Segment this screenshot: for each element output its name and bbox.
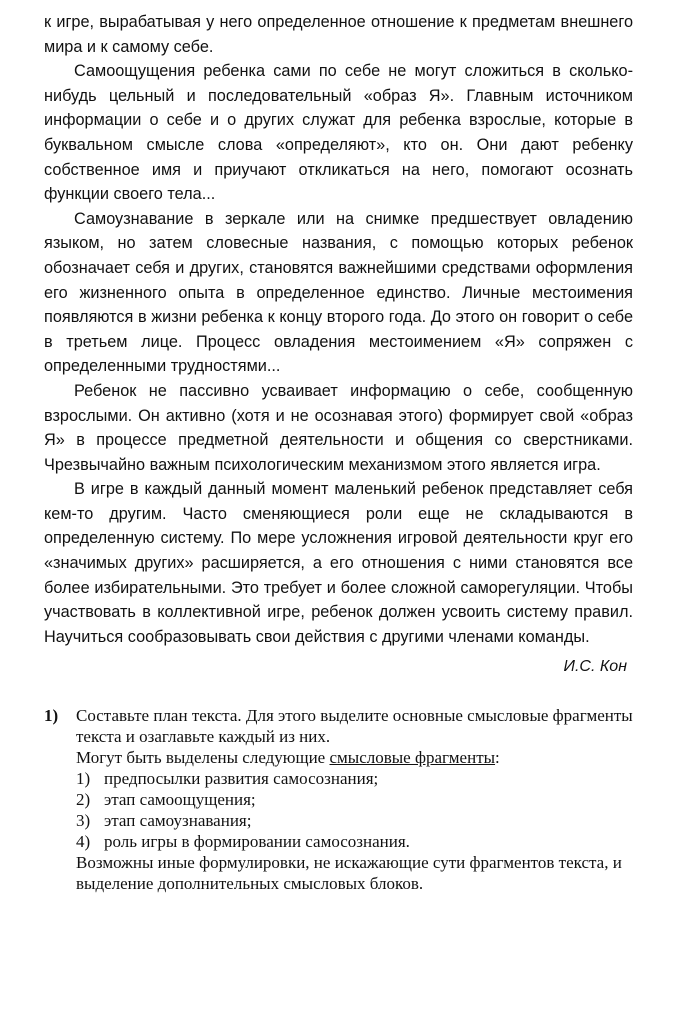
list-item xyxy=(76,810,633,831)
task-intro-prefix: Могут быть выделены следующие xyxy=(76,748,330,768)
list-item-text: роль игры в формировании самосознания. xyxy=(104,832,410,852)
list-item xyxy=(76,768,633,789)
task-number: 1) xyxy=(44,706,59,726)
paragraph-continuation: к игре, вырабатывая у него определенное отношение к предметам внешнего мира и к самому себе. xyxy=(44,13,633,56)
text-excerpt xyxy=(44,10,633,649)
paragraph-active-formation: Ребенок не пассивно усваивает информацию о себе, сообщенную взрослыми. Он активно (хотя и не осознавая этого) формирует свой «образ Я» в процессе предметной деятельности и общения со сверстниками. Чрезвычайно важным психологическим механизмом этого является игра. xyxy=(44,381,633,474)
list-item-number: 4) xyxy=(76,832,91,852)
list-item-number: 2) xyxy=(76,790,91,810)
task-intro xyxy=(76,747,633,768)
task-intro-underlined: смысловые фрагменты xyxy=(329,748,496,768)
list-item-text: предпосылки развития самосознания; xyxy=(104,769,379,789)
task-note: Возможны иные формулировки, не искажающие сути фрагментов текста, и выделение дополнительных смысловых блоков. xyxy=(76,853,622,894)
list-item xyxy=(76,789,633,810)
fragment-list xyxy=(76,768,633,852)
list-item-text: этап самоузнавания; xyxy=(104,811,252,831)
list-item-text: этап самоощущения; xyxy=(104,790,256,810)
paragraph-self-recognition: Самоузнавание в зеркале или на снимке предшествует овладению языком, но затем словесные названия, с помощью которых ребенок обозначает себя и других, становятся важнейшими средствами оформления его жизненного опыта в определенное единство. Личные местоимения появляются в жизни ребенка к концу второго года. До этого он говорит о себе в третьем лице. Процесс овладения местоимением «Я» сопряжен с определенными трудностями... xyxy=(44,209,633,376)
task-question: Составьте план текста. Для этого выделите основные смысловые фрагменты текста и озаглавьте каждый из них. xyxy=(76,706,633,747)
task-intro-suffix: : xyxy=(495,748,500,768)
list-item-number: 3) xyxy=(76,811,91,831)
task-block xyxy=(44,705,633,894)
author-signature: И.С. Кон xyxy=(563,658,627,676)
paragraph-play: В игре в каждый данный момент маленький ребенок представляет себя кем-то другим. Часто сменяющиеся роли еще не складываются в определенную систему. По мере усложнения игровой деятельности круг его «значимых других» расширяется, а его отношения с ними становятся все более избирательными. Это требует и более сложной саморегуляции. Чтобы участвовать в коллективной игре, ребенок должен усвоить систему правил. Научиться сообразовывать свои действия с другими членами команды. xyxy=(44,480,633,646)
list-item xyxy=(76,831,633,852)
paragraph-self-perception: Самоощущения ребенка сами по себе не могут сложиться в сколько-нибудь цельный и последовательный «образ Я». Главным источником информации о себе и о других служат для ребенка взрослые, которые в буквальном смысле слова «определяют», кто он. Они дают ребенку собственное имя и приучают откликаться на него, помогают осознать функции своего тела... xyxy=(44,62,633,204)
list-item-number: 1) xyxy=(76,769,91,789)
